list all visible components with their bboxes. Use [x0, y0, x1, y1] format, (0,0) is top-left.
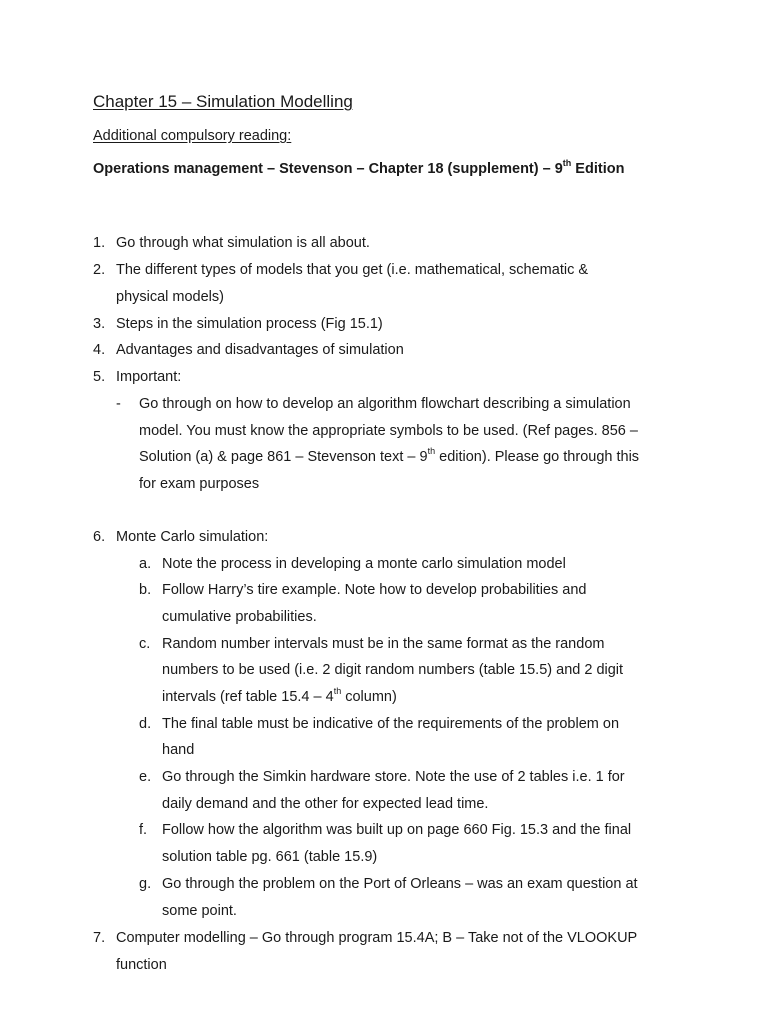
item-5-line-2: model. You must know the appropriate symbols to be used. (Ref pages. 856 – [139, 423, 638, 439]
chapter-title: Chapter 15 – Simulation Modelling [93, 92, 353, 111]
item-5-number: 5. [93, 369, 106, 385]
item-6c-line-2: numbers to be used (i.e. 2 digit random numbers (table 15.5) and 2 digit [162, 662, 624, 678]
item-6b-label: b. [139, 582, 152, 598]
item-6c-line-3 [162, 686, 397, 705]
item-6d-label: d. [139, 716, 152, 732]
item-1-text: Go through what simulation is all about. [116, 235, 370, 251]
item-1-number: 1. [93, 235, 106, 251]
item-6c-label: c. [139, 636, 151, 652]
item-6a-line-1: Note the process in developing a monte carlo simulation model [162, 556, 566, 572]
item-7-line-1: Computer modelling – Go through program 15.4A; B – Take not of the VLOOKUP [116, 930, 638, 946]
item-5-line-1: Go through on how to develop an algorithm flowchart describing a simulation [139, 396, 631, 412]
item-5-line-3 [139, 446, 640, 465]
item-6-text: Monte Carlo simulation: [116, 529, 269, 545]
item-6e-line-1: Go through the Simkin hardware store. Note the use of 2 tables i.e. 1 for [162, 769, 625, 785]
item-3-number: 3. [93, 316, 106, 332]
book-reference-prefix: Operations management – Stevenson – Chapter 18 (supplement) – 9 [93, 161, 563, 177]
item-2-number: 2. [93, 262, 106, 278]
item-4-text: Advantages and disadvantages of simulation [116, 342, 404, 358]
item-5-dash: - [116, 396, 121, 412]
item-6a-label: a. [139, 556, 152, 572]
item-6c-line-3-suffix: column) [341, 689, 397, 705]
book-reference-sup: th [562, 158, 572, 168]
item-6c-line-3-prefix: intervals (ref table 15.4 – 4 [162, 689, 334, 705]
item-3-text: Steps in the simulation process (Fig 15.1) [116, 316, 383, 332]
item-2-line-2: physical models) [116, 289, 224, 305]
item-6e-label: e. [139, 769, 152, 785]
item-6b-line-1: Follow Harry’s tire example. Note how to develop probabilities and [162, 582, 587, 598]
item-6e-line-2: daily demand and the other for expected lead time. [162, 796, 489, 812]
item-6f-label: f. [139, 822, 148, 838]
item-6g-line-1: Go through the problem on the Port of Orleans – was an exam question at [162, 876, 638, 892]
book-reference-suffix: Edition [571, 161, 625, 177]
book-reference [93, 158, 625, 177]
item-5-line-4: for exam purposes [139, 476, 260, 492]
item-6d-line-2: hand [162, 742, 195, 758]
item-6-number: 6. [93, 529, 106, 545]
item-6g-line-2: some point. [162, 903, 237, 919]
item-2-line-1: The different types of models that you get (i.e. mathematical, schematic & [116, 262, 589, 278]
item-6f-line-2: solution table pg. 661 (table 15.9) [162, 849, 378, 865]
item-6c-line-1: Random number intervals must be in the same format as the random [162, 636, 605, 652]
item-7-number: 7. [93, 930, 106, 946]
item-6b-line-2: cumulative probabilities. [162, 609, 317, 625]
item-7-line-2: function [116, 957, 167, 973]
item-5-line-3-sup: th [427, 446, 436, 456]
item-5-text: Important: [116, 369, 182, 385]
item-6c-line-3-sup: th [333, 686, 342, 696]
item-6d-line-1: The final table must be indicative of the requirements of the problem on [162, 716, 620, 732]
item-4-number: 4. [93, 342, 106, 358]
additional-reading-label: Additional compulsory reading: [93, 128, 292, 144]
item-6f-line-1: Follow how the algorithm was built up on page 660 Fig. 15.3 and the final [162, 822, 632, 838]
item-6g-label: g. [139, 876, 152, 892]
item-5-line-3-suffix: edition). Please go through this [435, 449, 640, 465]
item-5-line-3-prefix: Solution (a) & page 861 – Stevenson text – 9 [139, 449, 428, 465]
